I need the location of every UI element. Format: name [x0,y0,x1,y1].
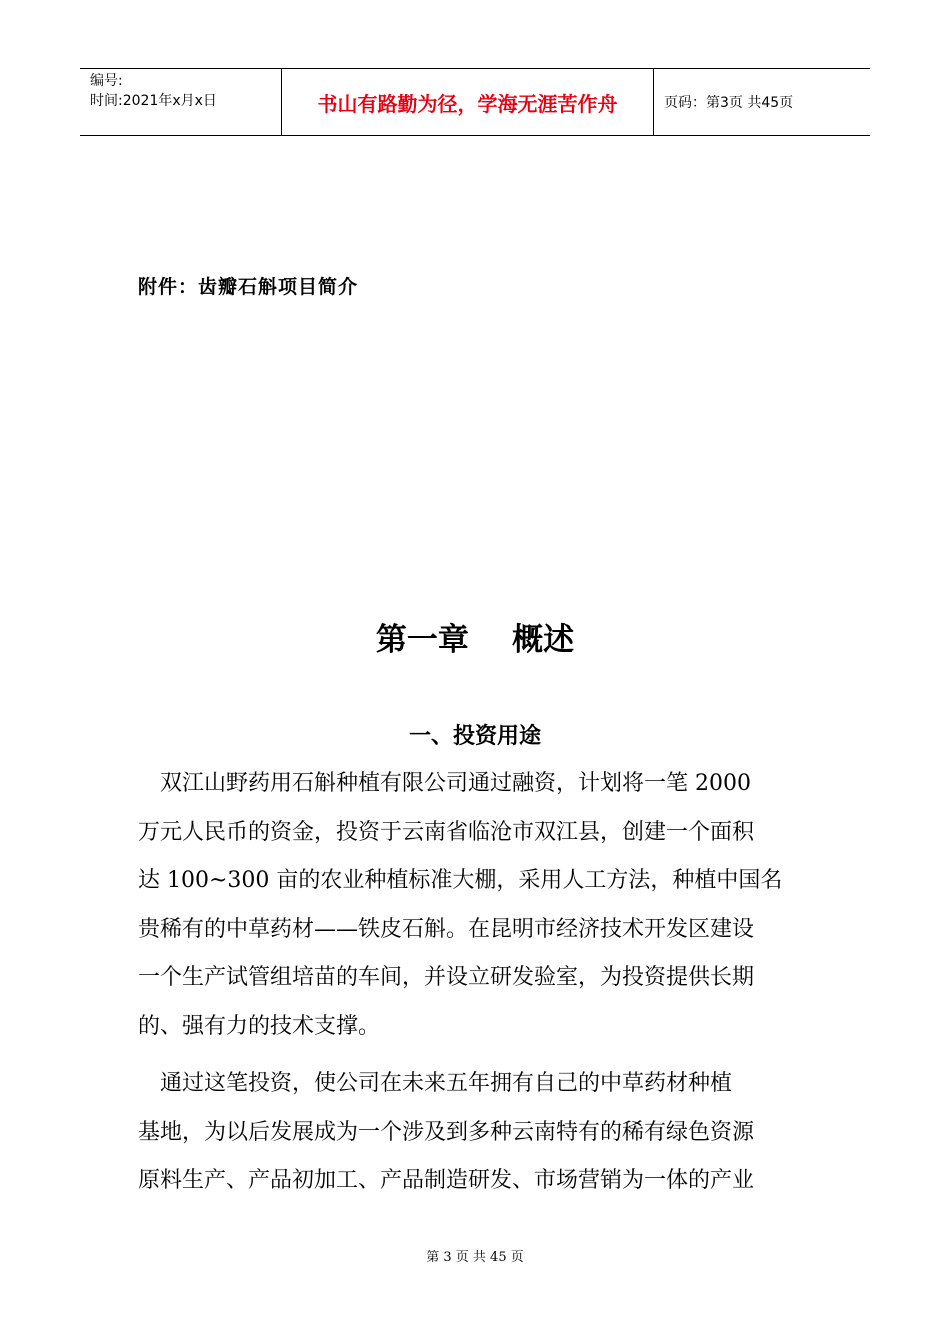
section-title: 一、投资用途 [408,724,541,749]
header-page-info: 页码：第3页 共45页 [664,95,794,111]
page-footer: 第 3 页 共 45 页 [426,1250,524,1265]
header-motto: 书山有路勤为径，学海无涯苦作舟 [282,69,654,135]
paragraph-line: 通过这笔投资，使公司在未来五年拥有自己的中草药材种植 [138,1071,733,1096]
paragraph-2 [138,1060,818,1206]
paragraph-line: 的、强有力的技术支撑。 [138,1013,381,1039]
page-header-table [80,68,870,136]
paragraph-line: 基地，为以后发展成为一个涉及到多种云南特有的稀有绿色资源 [138,1119,755,1145]
attachment-title: 附件：齿瓣石斛项目简介 [138,276,359,298]
document-number-label: 编号: [90,73,123,89]
chapter-title: 第一章 概述 [375,622,575,658]
paragraph-line: 一个生产试管组培苗的车间，并设立研发验室，为投资提供长期 [138,965,755,990]
paragraph-line: 万元人民币的资金，投资于云南省临沧市双江县，创建一个面积 [138,819,755,845]
paragraph-line: 贵稀有的中草药材——铁皮石斛。在昆明市经济技术开发区建设 [138,916,755,942]
header-meta-cell [80,69,282,135]
document-time-label: 时间:2021年x月x日 [90,93,217,109]
paragraph-line: 双江山野药用石斛种植有限公司通过融资，计划将一笔 2000 [138,771,751,796]
paragraph-line: 原料生产、产品初加工、产品制造研发、市场营销为一体的产业 [138,1168,755,1193]
paragraph-line: 达 100~300 亩的农业种植标准大棚，采用人工方法，种植中国名 [138,868,783,893]
paragraph-1 [138,760,818,1051]
